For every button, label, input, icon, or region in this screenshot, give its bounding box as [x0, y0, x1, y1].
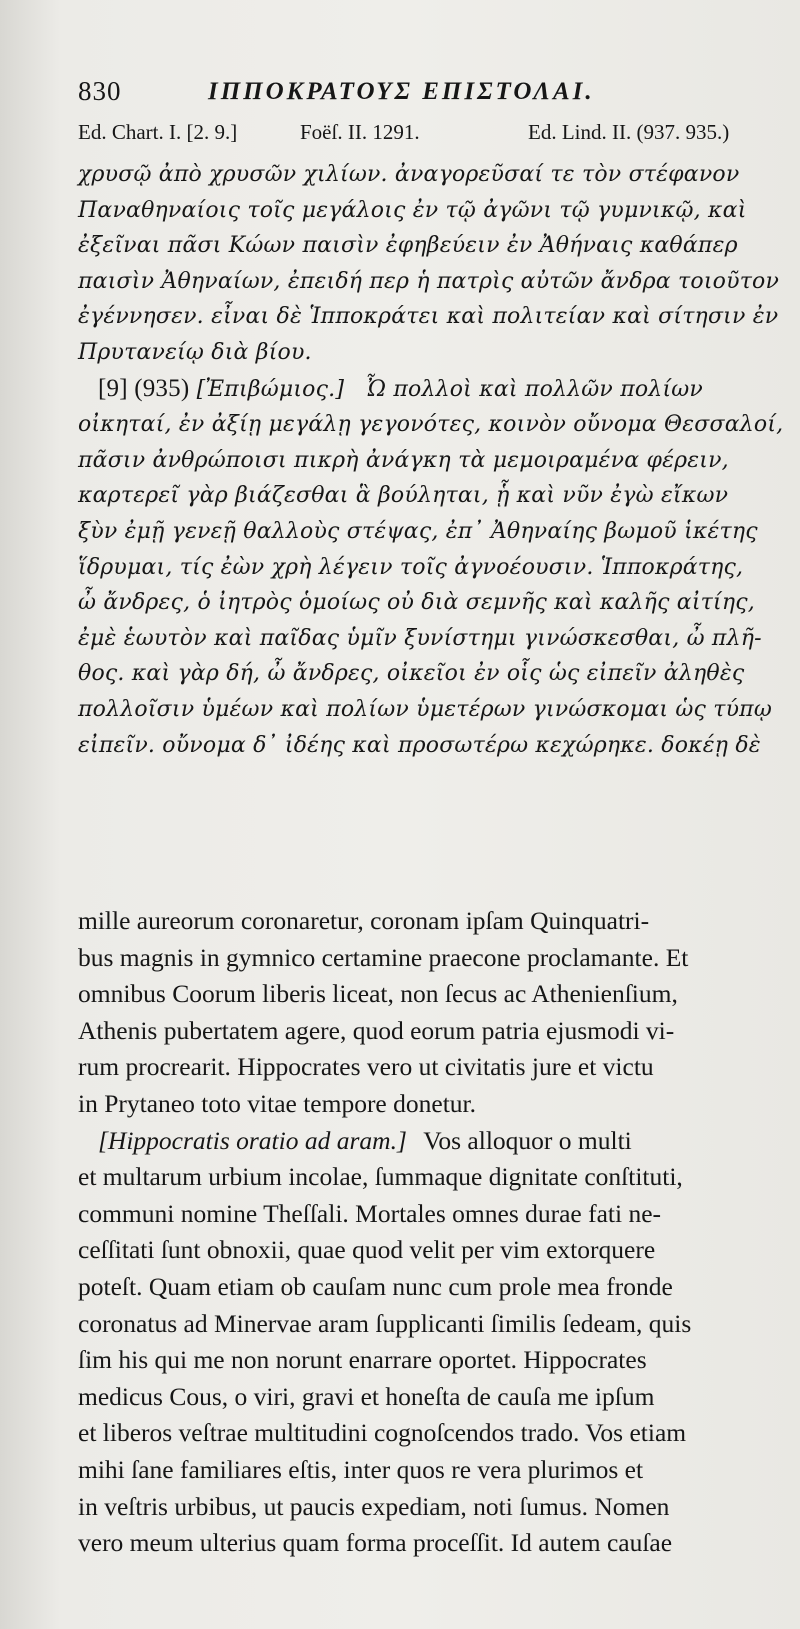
- greek-line: πολλοῖσιν ὑμέων καὶ πολίων ὑμετέρων γινώσκομαι ὡς τύπῳ: [78, 696, 772, 722]
- latin-text: [78, 903, 792, 1562]
- greek-section-heading-line: [78, 371, 790, 408]
- greek-line: ἐξεῖναι πᾶσι Κώων παισὶν ἐφηβεύειν ἐν Ἀθήναις καθάπερ: [78, 233, 738, 259]
- greek-section-title: [Ἐπιβώμιος.]: [196, 376, 345, 402]
- running-head: [78, 76, 770, 110]
- latin-line: mille aureorum coronaretur, coronam ipſam Quinquatri-: [78, 906, 650, 935]
- latin-line: omnibus Coorum liberis liceat, non ſecus ac Athenienſium,: [78, 979, 678, 1009]
- greek-line: ἐμὲ ἑωυτὸν καὶ παῖδας ὑμῖν ξυνίστημι γινώσκεσθαι, ὦ πλῆ-: [78, 625, 762, 651]
- greek-line: ξὺν ἐμῇ γενεῇ θαλλοὺς στέψας, ἐπ᾿ Ἀθηναίης βωμοῦ ἱκέτης: [78, 518, 758, 544]
- latin-section-heading-line: [78, 1123, 792, 1160]
- latin-line: ſim his qui me non norunt enarrare oportet. Hippocrates: [78, 1345, 647, 1375]
- greek-line: θος. καὶ γὰρ δή, ὦ ἄνδρες, οἰκεῖοι ἐν οἷς ὡς εἰπεῖν ἀληθὲς: [78, 661, 745, 687]
- latin-line: bus magnis in gymnico certamine praecone proclamante. Et: [78, 942, 689, 972]
- latin-line: mihi ſane familiares eſtis, inter quos re vera plurimos et: [78, 1454, 644, 1484]
- greek-line: χρυσῷ ἀπὸ χρυσῶν χιλίων. ἀναγορεῦσαί τε τὸν στέφανον: [78, 162, 740, 187]
- greek-section-first-line: Ὦ πολλοὶ καὶ πολλῶν πολίων: [365, 376, 703, 402]
- greek-section-number: [9] (935): [98, 374, 190, 402]
- latin-line: in veſtris urbibus, ut paucis expediam, noti ſumus. Nomen: [78, 1491, 670, 1521]
- greek-line: ἵδρυμαι, τίς ἐὼν χρὴ λέγειν τοῖς ἀγνοέουσιν. Ἱπποκράτης,: [78, 554, 744, 580]
- running-title: ΙΠΠΟΚΡΑΤΟΥΣ ΕΠΙΣΤΟΛΑΙ.: [208, 78, 595, 105]
- latin-line: ceſſitati ſunt obnoxii, quae quod velit per vim extorquere: [78, 1235, 656, 1265]
- latin-line: et multarum urbium incolae, ſummaque dignitate conſtituti,: [78, 1162, 683, 1192]
- greek-line: εἰπεῖν. οὔνομα δ᾿ ἰδέης καὶ προσωτέρω κεχώρηκε. δοκέῃ δὲ: [78, 732, 761, 758]
- greek-line: οἰκηταί, ἐν ἀξίῃ μεγάλῃ γεγονότες, κοινὸν οὔνομα Θεσσαλοί,: [78, 412, 784, 438]
- greek-line: ἐγέννησεν. εἶναι δὲ Ἱπποκράτει καὶ πολιτείαν καὶ σίτησιν ἐν: [78, 304, 779, 330]
- greek-line: Πρυτανείῳ διὰ βίου.: [78, 339, 312, 365]
- page-number: 830: [78, 76, 122, 106]
- latin-line: Athenis pubertatem agere, quod eorum patria ejusmodi vi-: [78, 1015, 675, 1045]
- edition-foes: Foëſ. II. 1291.: [300, 120, 420, 144]
- latin-line: medicus Cous, o viri, gravi et honeſta de cauſa me ipſum: [78, 1381, 655, 1411]
- greek-line: ὦ ἄνδρες, ὁ ἰητρὸς ὁμοίως οὐ διὰ σεμνῆς καὶ καλῆς αἰτίης,: [78, 590, 755, 616]
- edition-lind: Ed. Lind. II. (937. 935.): [528, 120, 730, 144]
- latin-line: communi nomine Theſſali. Mortales omnes durae fati ne-: [78, 1198, 662, 1228]
- latin-line: et liberos veſtrae multitudini cognoſcendos trado. Vos etiam: [78, 1418, 687, 1448]
- latin-line: poteſt. Quam etiam ob cauſam nunc cum prole mea fronde: [78, 1271, 673, 1301]
- edition-chart: Ed. Chart. I. [2. 9.]: [78, 120, 238, 144]
- edition-references: [78, 120, 782, 150]
- greek-line: καρτερεῖ γὰρ βιάζεσθαι ἃ βούληται, ᾗ καὶ νῦν ἐγὼ εἴκων: [78, 483, 729, 509]
- greek-text: [78, 157, 790, 763]
- latin-section-first-line: Vos alloquor o multi: [423, 1125, 632, 1155]
- greek-line: πᾶσιν ἀνθρώποισι πικρὴ ἀνάγκη τὰ μεμοιραμένα φέρειν,: [78, 447, 729, 473]
- latin-line: vero meum ulterius quam forma proceſſit. Id autem cauſae: [78, 1528, 673, 1558]
- greek-line: Παναθηναίοις τοῖς μεγάλοις ἐν τῷ ἀγῶνι τῷ γυμνικῷ, καὶ: [78, 197, 747, 223]
- latin-line: in Prytaneo toto vitae tempore donetur.: [78, 1088, 476, 1118]
- latin-section-title: [Hippocratis oratio ad aram.]: [98, 1125, 407, 1155]
- latin-line: rum procrearit. Hippocrates vero ut civitatis jure et victu: [78, 1052, 654, 1082]
- greek-line: παισὶν Ἀθηναίων, ἐπειδή περ ἡ πατρὶς αὐτῶν ἄνδρα τοιοῦτον: [78, 268, 780, 294]
- latin-line: coronatus ad Minervae aram ſupplicanti ſimilis ſedeam, quis: [78, 1308, 692, 1338]
